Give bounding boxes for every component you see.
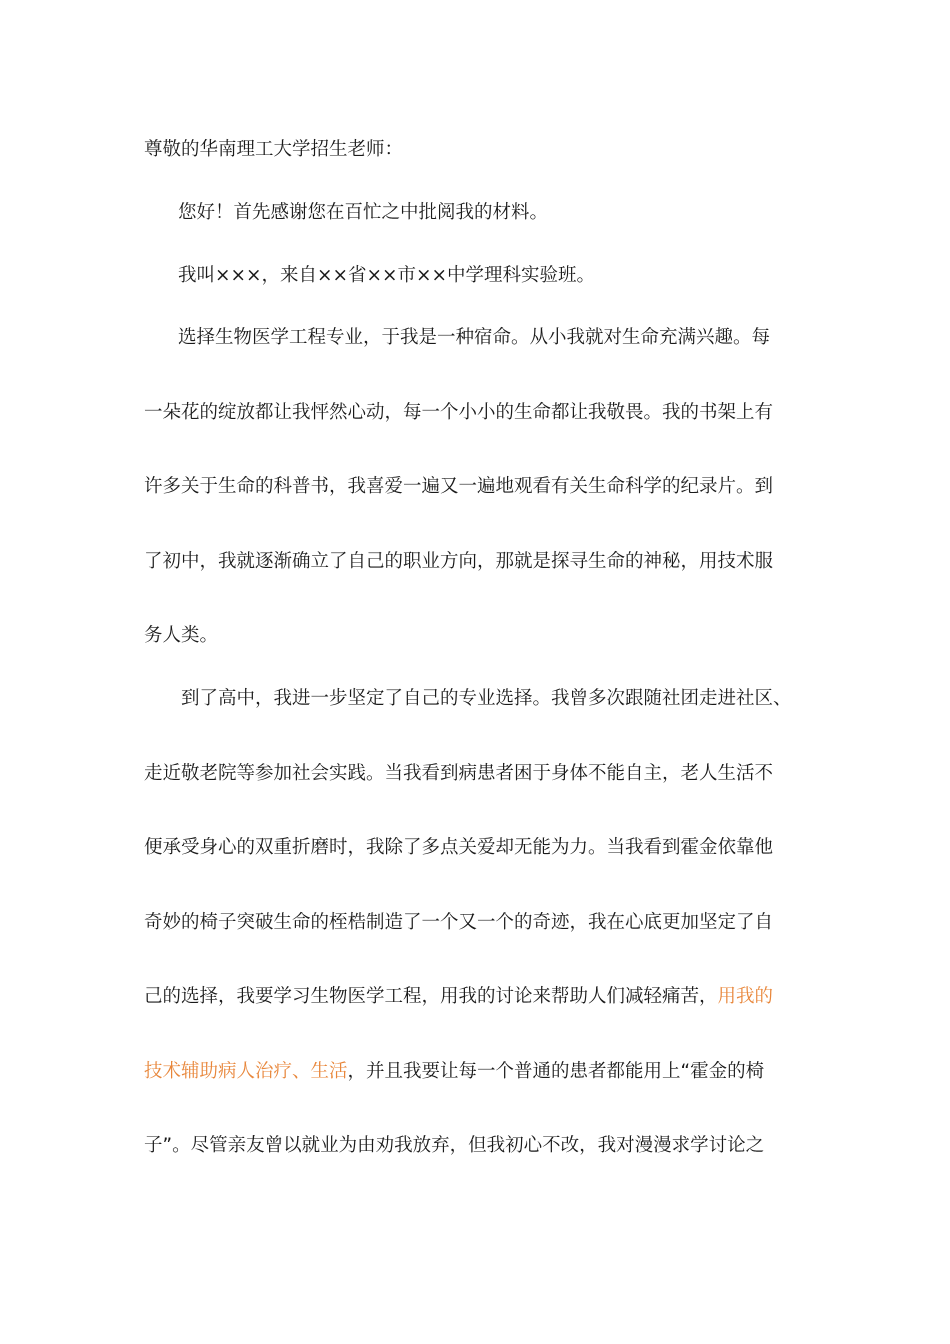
paragraph-line: 务人类。	[144, 625, 219, 646]
paragraph-line: 到了高中，我进一步坚定了自己的专业选择。我曾多次跟随社团走进社区、	[181, 688, 792, 709]
paragraph-line: 走近敬老院等参加社会实践。当我看到病患者困于身体不能自主，老人生活不	[144, 763, 774, 784]
intro-line: 我叫×××，来自××省××市××中学理科实验班。	[178, 265, 596, 286]
paragraph-line: 一朵花的绽放都让我怦然心动，每一个小小的生命都让我敬畏。我的书架上有	[144, 402, 774, 423]
paragraph-line: 许多关于生命的科普书，我喜爱一遍又一遍地观看有关生命科学的纪录片。到	[144, 476, 774, 497]
paragraph-line: 便承受身心的双重折磨时，我除了多点关爱却无能为力。当我看到霍金依靠他	[144, 837, 774, 858]
paragraph-line: 选择生物医学工程专业，于我是一种宿命。从小我就对生命充满兴趣。每	[178, 327, 771, 348]
paragraph-line: 奇妙的椅子突破生命的桎梏制造了一个又一个的奇迹，我在心底更加坚定了自	[144, 912, 774, 933]
greeting: 您好！首先感谢您在百忙之中批阅我的材料。	[178, 202, 549, 223]
paragraph-line	[144, 1060, 764, 1084]
plain-text: ，并且我要让每一个普通的患者都能用上“霍金的椅	[347, 1061, 765, 1082]
paragraph-line: 子”。尽管亲友曾以就业为由劝我放弃，但我初心不改，我对漫漫求学讨论之	[144, 1135, 765, 1156]
paragraph-line	[144, 985, 773, 1009]
paragraph-line: 了初中，我就逐渐确立了自己的职业方向，那就是探寻生命的神秘，用技术服	[144, 551, 774, 572]
highlighted-text: 用我的	[717, 986, 774, 1007]
highlighted-text: 技术辅助病人治疗、生活	[144, 1061, 348, 1082]
plain-text: 己的选择，我要学习生物医学工程，用我的讨论来帮助人们减轻痛苦，	[144, 986, 718, 1007]
salutation: 尊敬的华南理工大学招生老师：	[144, 139, 404, 160]
